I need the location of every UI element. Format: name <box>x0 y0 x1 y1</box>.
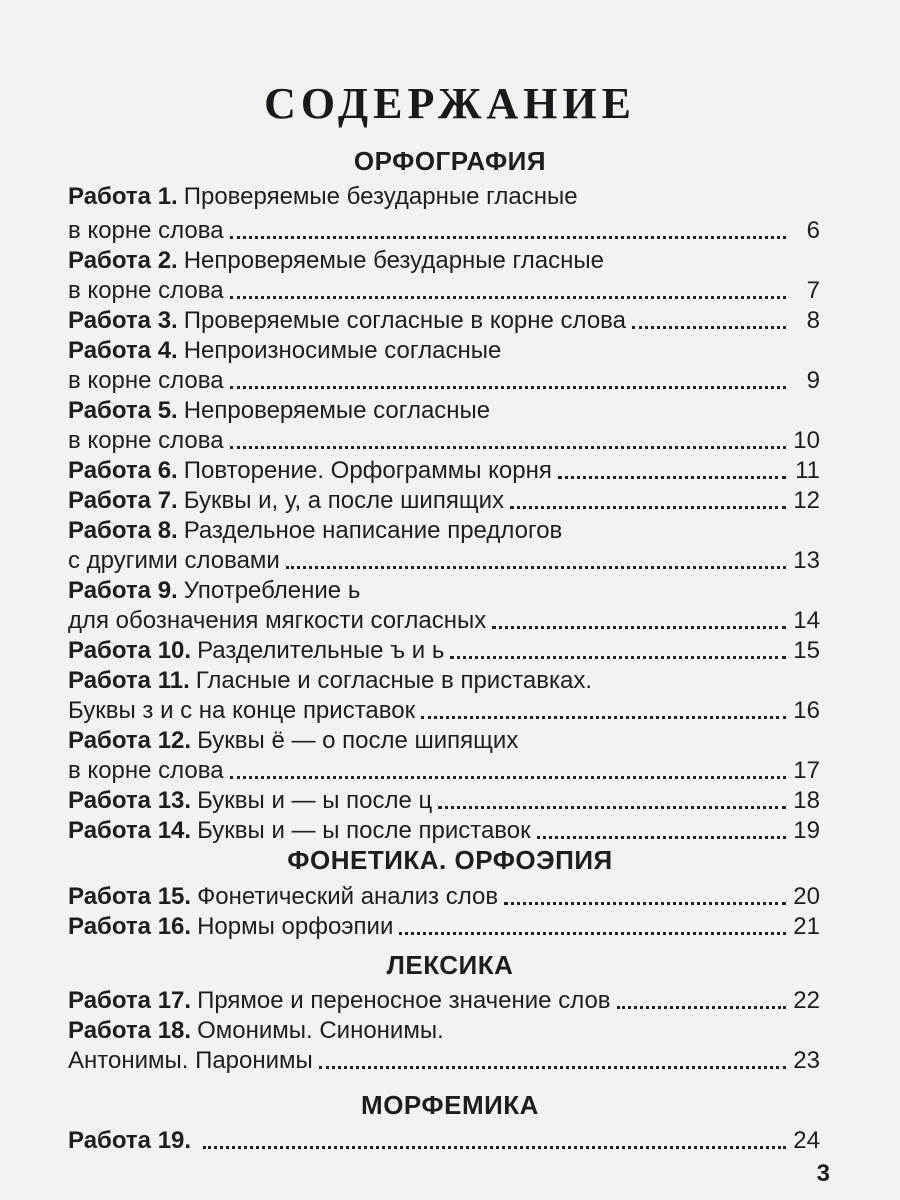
section-heading-morphemics: МОРФЕМИКА <box>361 1090 539 1120</box>
toc-entry-10[interactable]: Работа 10. Разделительные ъ и ь 15 <box>68 637 820 664</box>
dot-leader <box>399 932 786 935</box>
page-number: 8 <box>806 307 820 334</box>
toc-entry-9-cont[interactable]: для обозначения мягкости согласных 14 <box>68 607 820 634</box>
toc-entry-5[interactable]: Работа 5. Непроверяемые согласные <box>68 397 491 424</box>
dot-leader <box>319 1066 786 1069</box>
toc-entry-9[interactable]: Работа 9. Употребление ь <box>68 577 361 604</box>
toc-entry-18[interactable]: Работа 18. Омонимы. Синонимы. <box>68 1017 444 1044</box>
page-number: 9 <box>806 367 820 394</box>
toc-entry-14[interactable]: Работа 14. Буквы и — ы после приставок 19 <box>68 817 820 844</box>
toc-entry-2-cont[interactable]: в корне слова 7 <box>68 277 820 304</box>
page-number: 11 <box>795 457 820 484</box>
dot-leader <box>617 1006 786 1009</box>
toc-entry-1[interactable]: Работа 1. Проверяемые безударные гласные <box>68 183 578 210</box>
section-heading-orthography: ОРФОГРАФИЯ <box>353 146 547 176</box>
toc-entry-11-cont[interactable]: Буквы з и с на конце приставок 16 <box>68 697 820 724</box>
toc-entry-12[interactable]: Работа 12. Буквы ё — о после шипящих <box>68 727 519 754</box>
page-number: 23 <box>793 1047 820 1074</box>
toc-entry-7[interactable]: Работа 7. Буквы и, у, а после шипящих 12 <box>68 487 820 514</box>
dot-leader <box>504 902 786 905</box>
page-number: 24 <box>793 1127 820 1154</box>
page-number: 17 <box>793 757 820 784</box>
toc-entry-17[interactable]: Работа 17. Прямое и переносное значение слов 22 <box>68 987 820 1014</box>
dot-leader <box>510 506 786 509</box>
toc-entry-19[interactable]: Работа 19. 24 <box>68 1127 820 1154</box>
toc-entry-4[interactable]: Работа 4. Непроизносимые согласные <box>68 337 502 364</box>
page-number: 20 <box>793 883 820 910</box>
dot-leader <box>203 1146 786 1149</box>
page-number: 14 <box>793 607 820 634</box>
dot-leader <box>230 386 786 389</box>
toc-entry-11[interactable]: Работа 11. Гласные и согласные в приставках. <box>68 667 593 694</box>
page-number: 6 <box>806 217 820 244</box>
dot-leader <box>632 326 786 329</box>
toc-entry-5-cont[interactable]: в корне слова 10 <box>68 427 820 454</box>
page-number: 21 <box>793 913 820 940</box>
toc-entry-3[interactable]: Работа 3. Проверяемые согласные в корне слова 8 <box>68 307 820 334</box>
page-number: 15 <box>793 637 820 664</box>
dot-leader <box>558 476 786 479</box>
toc-entry-18-cont[interactable]: Антонимы. Паронимы 23 <box>68 1047 820 1074</box>
page-title: СОДЕРЖАНИЕ <box>264 79 636 128</box>
toc-entry-13[interactable]: Работа 13. Буквы и — ы после ц 18 <box>68 787 820 814</box>
dot-leader <box>230 776 786 779</box>
page-number: 10 <box>793 427 820 454</box>
toc-entry-1-cont[interactable]: в корне слова 6 <box>68 217 820 244</box>
folio-page-number: 3 <box>816 1160 830 1187</box>
toc-entry-15[interactable]: Работа 15. Фонетический анализ слов 20 <box>68 883 820 910</box>
dot-leader <box>537 836 786 839</box>
page-number: 13 <box>793 547 820 574</box>
dot-leader <box>286 566 786 569</box>
dot-leader <box>438 806 786 809</box>
toc-entry-2[interactable]: Работа 2. Непроверяемые безударные гласные <box>68 247 604 274</box>
toc-entry-12-cont[interactable]: в корне слова 17 <box>68 757 820 784</box>
dot-leader <box>230 296 786 299</box>
dot-leader <box>492 626 786 629</box>
dot-leader <box>450 656 786 659</box>
section-heading-phonetics: ФОНЕТИКА. ОРФОЭПИЯ <box>287 845 613 875</box>
page-number: 19 <box>793 817 820 844</box>
page-number: 22 <box>793 987 820 1014</box>
toc-entry-4-cont[interactable]: в корне слова 9 <box>68 367 820 394</box>
toc-entry-6[interactable]: Работа 6. Повторение. Орфограммы корня 11 <box>68 457 820 484</box>
dot-leader <box>230 236 786 239</box>
dot-leader <box>230 446 786 449</box>
toc-entry-8[interactable]: Работа 8. Раздельное написание предлогов <box>68 517 563 544</box>
page-number: 7 <box>806 277 820 304</box>
dot-leader <box>421 716 786 719</box>
toc-entry-8-cont[interactable]: с другими словами 13 <box>68 547 820 574</box>
page-number: 12 <box>793 487 820 514</box>
page-number: 16 <box>793 697 820 724</box>
page-number: 18 <box>793 787 820 814</box>
section-heading-lexicon: ЛЕКСИКА <box>386 950 514 980</box>
toc-entry-16[interactable]: Работа 16. Нормы орфоэпии 21 <box>68 913 820 940</box>
